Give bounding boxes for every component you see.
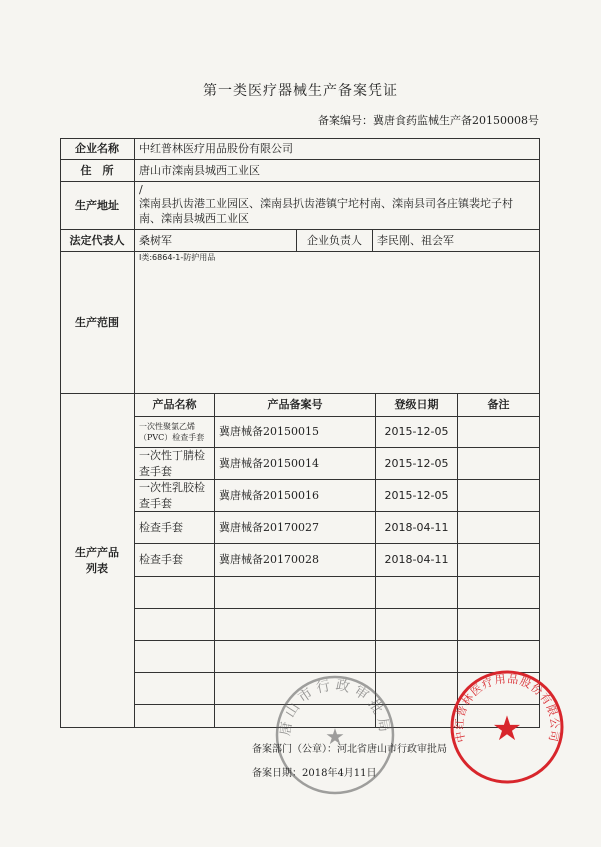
table-row-1-name: 一次性聚氯乙烯（PVC）检查手套 — [139, 422, 205, 442]
company-seal — [448, 668, 566, 786]
legal-label: 法定代表人 — [69, 234, 125, 247]
record-number-label: 备案编号： — [318, 114, 373, 127]
svg-text:中红普林医疗用品股份有限公司: 中红普林医疗用品股份有限公司 — [452, 672, 562, 744]
svg-text:唐山市行政审批局: 唐山市行政审批局 — [277, 677, 393, 738]
record-number — [318, 112, 539, 128]
column-header-note: 备注 — [487, 398, 510, 411]
table-row-3-number: 冀唐械备20150016 — [219, 488, 319, 502]
document-title: 第一类医疗器械生产备案凭证 — [203, 83, 398, 99]
table-row-5-number: 冀唐械备20170028 — [219, 553, 319, 566]
table-row-3-date: 2015-12-05 — [384, 488, 449, 502]
table-row-3-note — [458, 480, 539, 511]
site-value: 滦南县扒齿港工业园区、滦南县扒齿港镇宁坨村南、滦南县司各庄镇裴坨子村南、滦南县城西工业区 — [139, 197, 513, 225]
leader-value: 李民刚、祖会军 — [377, 234, 454, 247]
table-row-2-date: 2015-12-05 — [384, 456, 449, 470]
product-list-label-line2: 列表 — [86, 561, 108, 575]
site-mark: / — [139, 183, 143, 196]
company-label: 企业名称 — [75, 142, 119, 155]
table-row-1-number: 冀唐械备20150015 — [219, 425, 319, 438]
product-list-label-line1: 生产产品 — [75, 545, 119, 559]
product-list-label — [60, 394, 134, 727]
table-row-4-number: 冀唐械备20170027 — [219, 520, 319, 534]
table-row-2-note — [458, 448, 539, 479]
scope-label: 生产范围 — [75, 315, 119, 329]
scope-value: Ⅰ类:6864-1-防护用品 — [139, 253, 216, 262]
table-row-4-name: 检查手套 — [139, 520, 183, 534]
table-row-4-date: 2018-04-11 — [384, 520, 449, 534]
svg-text:★: ★ — [491, 709, 523, 749]
record-number-value: 冀唐食药监械生产备20150008号 — [373, 114, 539, 127]
table-row-1-note — [458, 417, 539, 447]
table-row-2-name: 一次性丁腈检查手套 — [139, 448, 205, 478]
table-row-5-note — [458, 544, 539, 576]
table-row-3-name: 一次性乳胶检查手套 — [139, 480, 205, 510]
table-row-5-date: 2018-04-11 — [384, 553, 449, 566]
approval-bureau-seal — [272, 672, 398, 798]
column-header-number: 产品备案号 — [267, 398, 323, 411]
column-header-date: 登级日期 — [394, 398, 439, 411]
legal-value: 桑树军 — [139, 234, 172, 247]
address-value: 唐山市滦南县城西工业区 — [139, 164, 260, 177]
table-row-1-date: 2015-12-05 — [384, 425, 449, 438]
footer-department: 备案部门（公章）：河北省唐山市行政审批局 — [252, 744, 447, 755]
site-block — [135, 182, 535, 230]
footer-date: 备案日期：2018年4月11日 — [252, 768, 377, 779]
table-row-2-number: 冀唐械备20150014 — [219, 456, 319, 470]
table-row-5-name: 检查手套 — [139, 553, 183, 566]
table-row-4-note — [458, 512, 539, 543]
leader-label: 企业负责人 — [307, 234, 362, 247]
svg-text:★: ★ — [325, 725, 345, 750]
company-value: 中红普林医疗用品股份有限公司 — [139, 142, 293, 155]
column-header-name: 产品名称 — [152, 398, 197, 411]
site-label: 生产地址 — [75, 199, 119, 212]
address-label: 住 所 — [80, 164, 114, 177]
